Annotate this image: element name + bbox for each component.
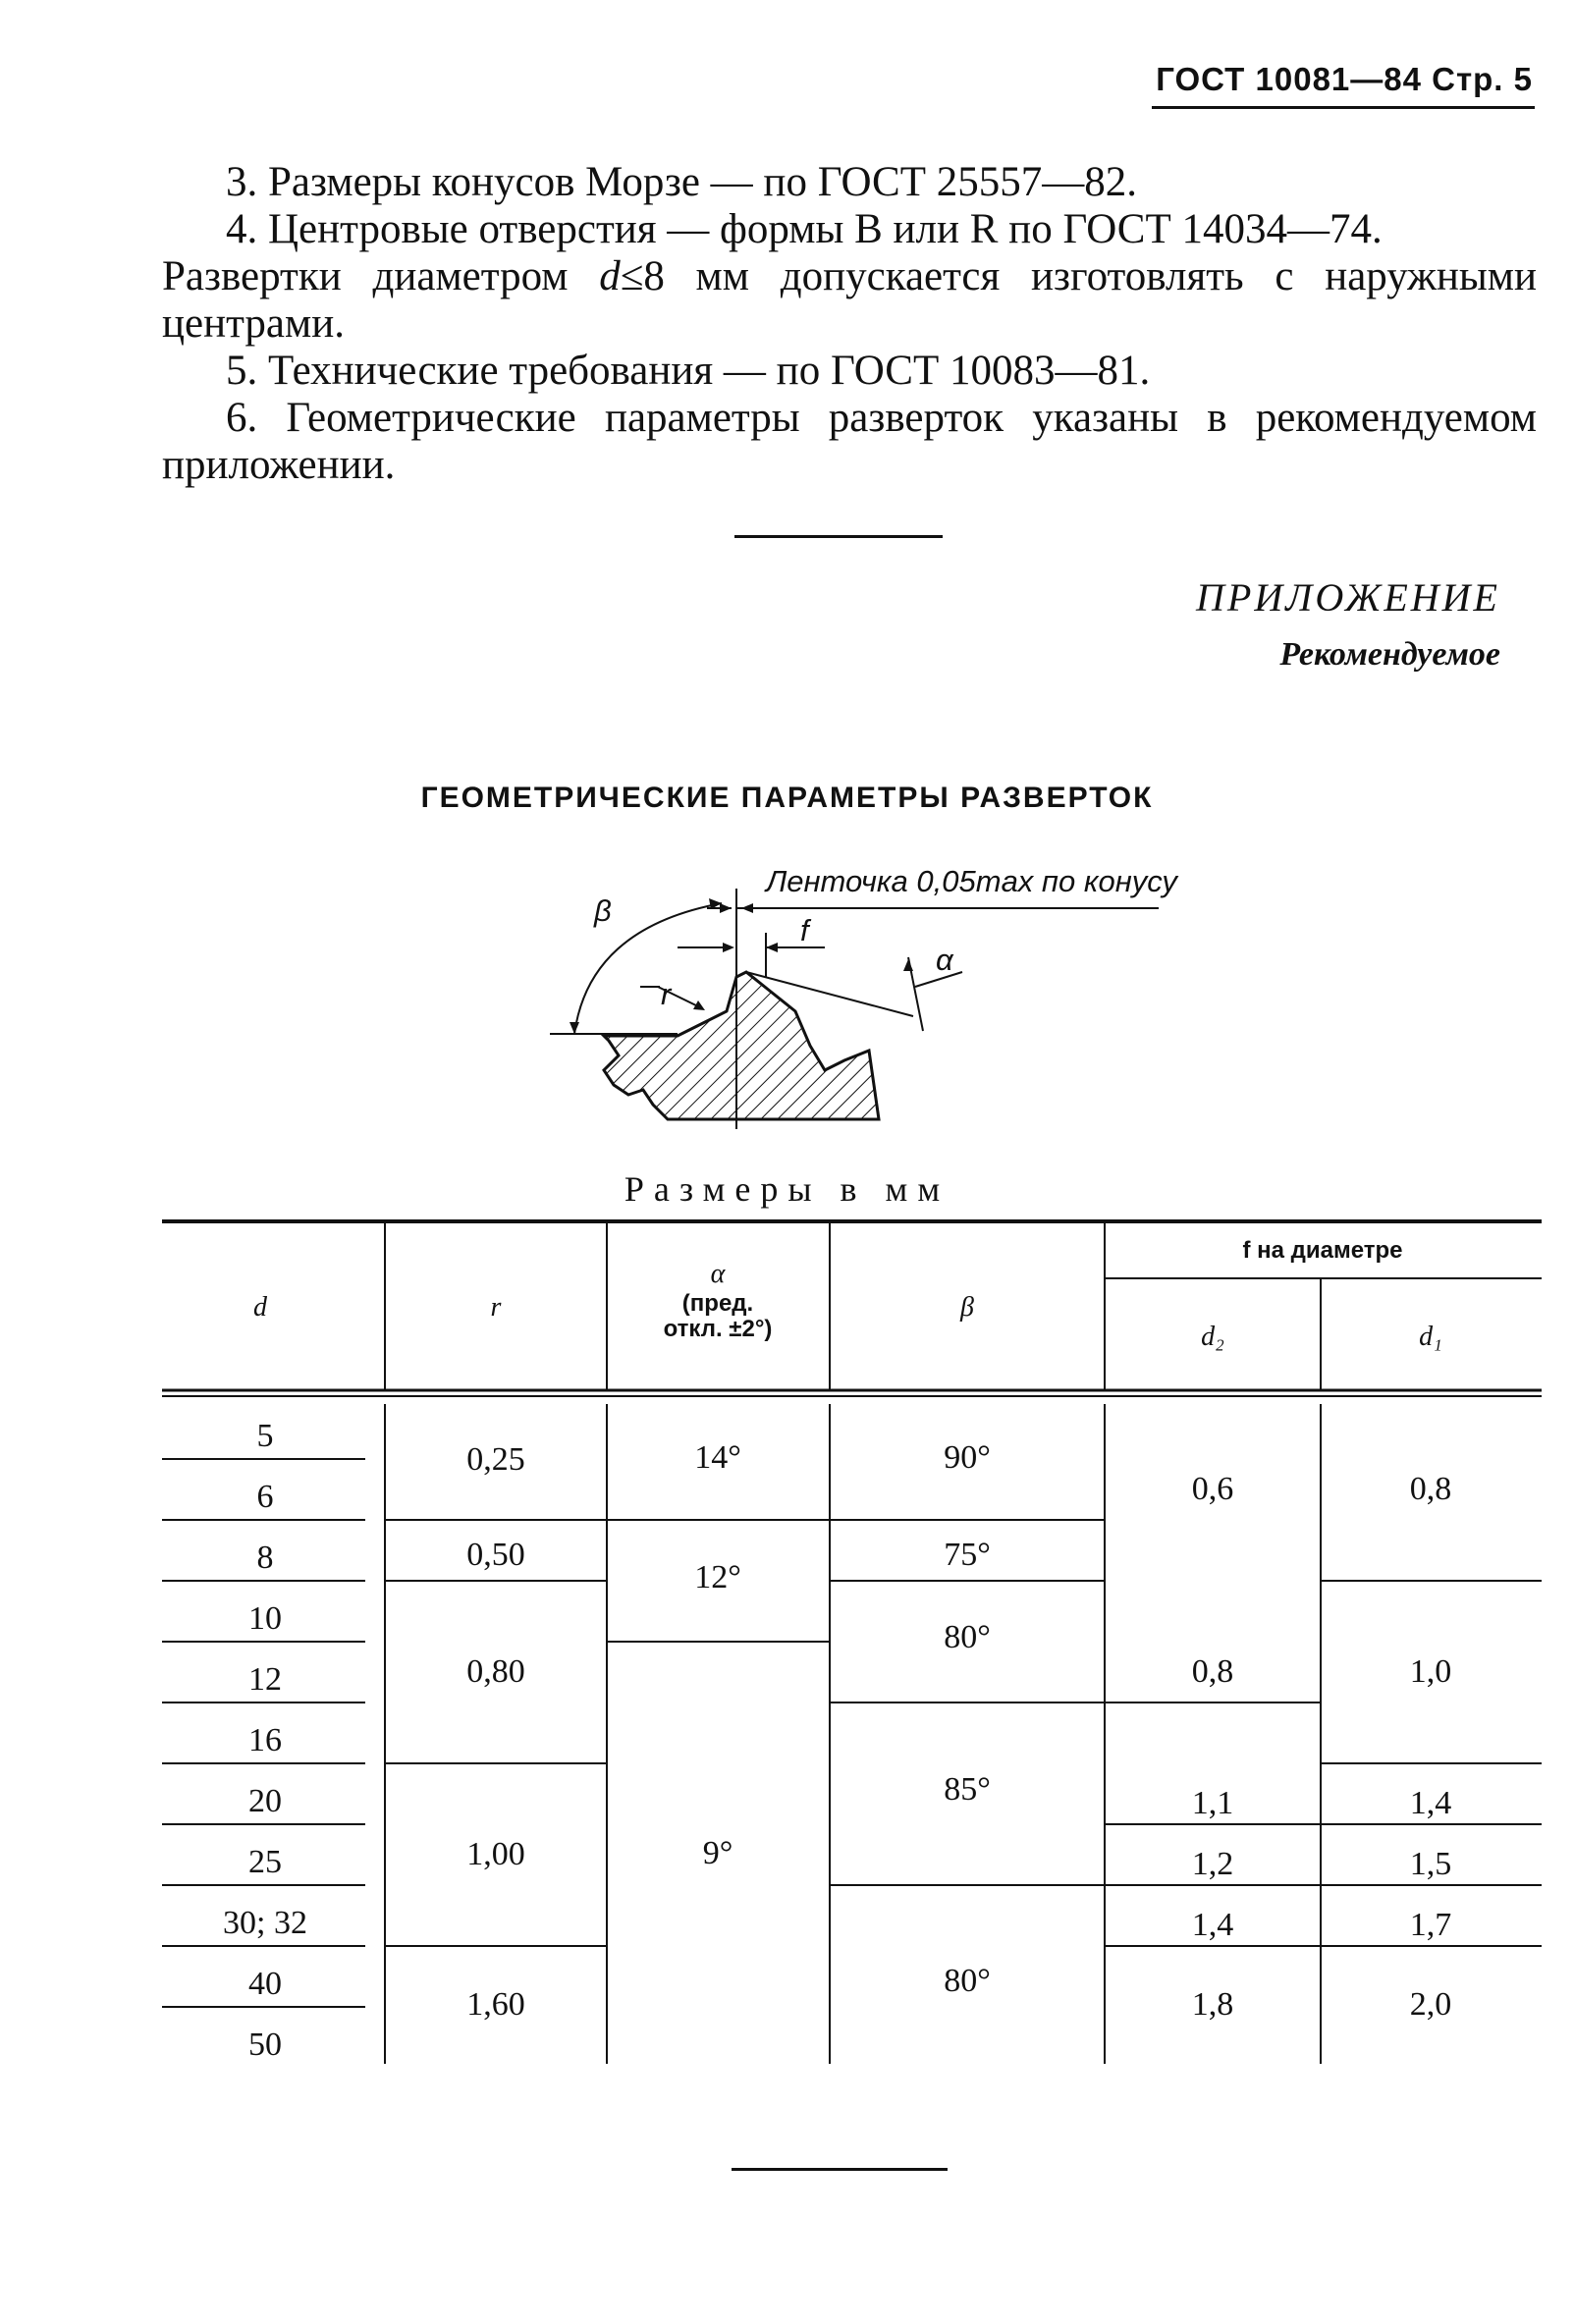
paragraph-4b-after: ≤8 мм допускается изготовлять с наружными центрами. — [162, 253, 1537, 347]
alpha-value: 9° — [702, 1835, 733, 1871]
f-d1-value: 1,4 — [1409, 1785, 1452, 1821]
header-alpha-line1: (пред. — [681, 1290, 754, 1317]
paragraph-4b-symbol: d — [599, 253, 621, 299]
f-d1-value: 1,5 — [1409, 1846, 1452, 1882]
paragraph-4: 4. Центровые отверстия — формы В или R по ГОСТ 14034—74. — [226, 206, 1383, 252]
d-value: 12 — [248, 1661, 282, 1698]
reamer-tooth-diagram — [530, 849, 1218, 1144]
appendix-title: ПРИЛОЖЕНИЕ — [1196, 575, 1500, 620]
beta-value: 80° — [944, 1963, 991, 1999]
f-d1-value: 2,0 — [1409, 1986, 1452, 2023]
d-value: 30; 32 — [223, 1905, 307, 1941]
r-label: r — [661, 977, 672, 1011]
d-value: 25 — [248, 1844, 282, 1880]
table-grid — [162, 1217, 1542, 2081]
header-d: d — [253, 1292, 267, 1323]
header-alpha-line2: откл. ±2°) — [663, 1316, 773, 1342]
f-d2-value: 1,2 — [1191, 1846, 1234, 1882]
d-value: 50 — [248, 2027, 282, 2063]
header-d2: d₂ — [1201, 1322, 1224, 1352]
f-d1-value: 1,0 — [1409, 1653, 1452, 1690]
band-label: Ленточка 0,05max по конусу — [766, 864, 1177, 898]
f-label: f — [800, 913, 809, 947]
f-d2-value: 1,4 — [1191, 1907, 1234, 1943]
page-header: ГОСТ 10081—84 Стр. 5 — [1156, 61, 1533, 97]
units-caption: Размеры в мм — [624, 1169, 950, 1209]
header-d1: d₁ — [1419, 1322, 1442, 1352]
header-f-group: f на диаметре — [1242, 1237, 1403, 1264]
appendix-subtitle: Рекомендуемое — [1279, 636, 1500, 673]
section-divider — [734, 535, 943, 538]
f-d1-value: 0,8 — [1409, 1471, 1452, 1507]
r-value: 1,60 — [466, 1986, 525, 2023]
bottom-divider — [732, 2168, 948, 2171]
d-value: 20 — [248, 1783, 282, 1819]
r-value: 0,80 — [466, 1653, 525, 1690]
f-d2-value: 1,1 — [1191, 1785, 1234, 1821]
beta-value: 75° — [944, 1537, 991, 1573]
parameters-table — [162, 1217, 1542, 2081]
f-d2-value: 0,6 — [1191, 1471, 1234, 1507]
d-value: 6 — [256, 1479, 274, 1515]
body-text — [162, 159, 1537, 489]
section-title: ГЕОМЕТРИЧЕСКИЕ ПАРАМЕТРЫ РАЗВЕРТОК — [420, 782, 1154, 814]
alpha-label: α — [936, 943, 953, 977]
paragraph-3: 3. Размеры конусов Морзе — по ГОСТ 25557—82. — [226, 159, 1138, 205]
alpha-value: 12° — [694, 1559, 741, 1595]
r-value: 1,00 — [466, 1836, 525, 1872]
d-value: 16 — [248, 1722, 282, 1758]
d-value: 5 — [256, 1418, 274, 1454]
paragraph-4b-before: Развертки диаметром — [162, 253, 600, 299]
paragraph-4-continued — [162, 253, 1537, 348]
header-rule — [1152, 106, 1535, 109]
r-value: 0,50 — [466, 1537, 525, 1573]
beta-value: 80° — [944, 1619, 991, 1655]
r-value: 0,25 — [466, 1441, 525, 1478]
beta-label: β — [594, 893, 612, 928]
header-r: r — [490, 1292, 502, 1323]
paragraph-5: 5. Технические требования — по ГОСТ 10083—81. — [226, 348, 1151, 394]
header-alpha: α — [710, 1259, 726, 1289]
alpha-value: 14° — [694, 1439, 741, 1476]
f-d2-value: 1,8 — [1191, 1986, 1234, 2023]
f-d2-value: 0,8 — [1191, 1653, 1234, 1690]
paragraph-6: 6. Геометрические параметры разверток указаны в рекомендуемом приложении. — [162, 395, 1537, 488]
header-beta: β — [960, 1292, 974, 1323]
d-value: 10 — [248, 1600, 282, 1637]
d-value: 8 — [256, 1540, 274, 1576]
beta-value: 85° — [944, 1771, 991, 1808]
d-value: 40 — [248, 1966, 282, 2002]
beta-value: 90° — [944, 1439, 991, 1476]
f-d1-value: 1,7 — [1409, 1907, 1452, 1943]
